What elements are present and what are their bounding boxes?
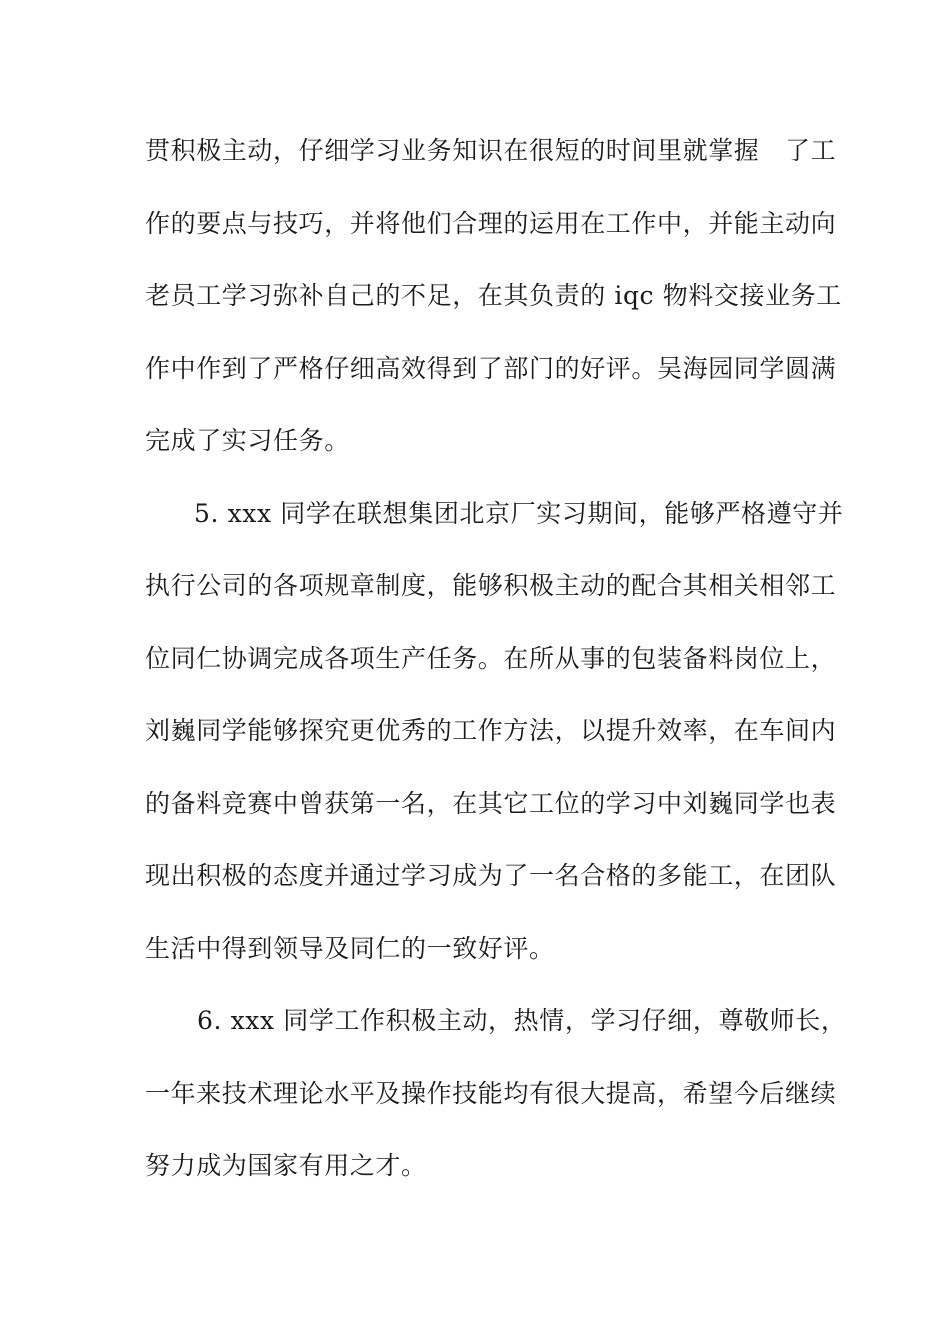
text-line: 位同仁协调完成各项生产任务。在所从事的包装备料岗位上，	[145, 643, 837, 673]
paragraph-6-first-line: 6. xxx 同学工作积极主动，热情，学习仔细，尊敬师长，	[197, 1006, 847, 1035]
text-line: 执行公司的各项规章制度，能够积极主动的配合其相关相邻工	[145, 571, 837, 600]
text-line: 生活中得到领导及同仁的一致好评。	[145, 933, 555, 963]
text-line: 的备料竞赛中曾获第一名，在其它工位的学习中刘巍同学也表	[145, 788, 837, 818]
paragraph-5-first-line: 5. xxx 同学在联想集团北京厂实习期间，能够严格遵守并	[194, 498, 844, 528]
text-line: 努力成为国家有用之才。	[145, 1151, 427, 1180]
text-line: 刘巍同学能够探究更优秀的工作方法，以提升效率，在车间内	[145, 716, 837, 745]
text-line: 现出积极的态度并通过学习成为了一名合格的多能工，在团队	[145, 861, 837, 890]
text-line: 作中作到了严格仔细高效得到了部门的好评。吴海园同学圆满	[145, 353, 837, 383]
text-line: 作的要点与技巧，并将他们合理的运用在工作中，并能主动向	[145, 208, 837, 238]
text-line: 完成了实习任务。	[145, 426, 350, 455]
text-line: 一年来技术理论水平及操作技能均有很大提高，希望今后继续	[145, 1078, 837, 1108]
text-line: 贯积极主动，仔细学习业务知识在很短的时间里就掌握 了工	[145, 136, 837, 165]
text-line: 老员工学习弥补自己的不足，在其负责的 iqc 物料交接业务工	[145, 281, 842, 310]
document-body	[145, 122, 847, 1210]
